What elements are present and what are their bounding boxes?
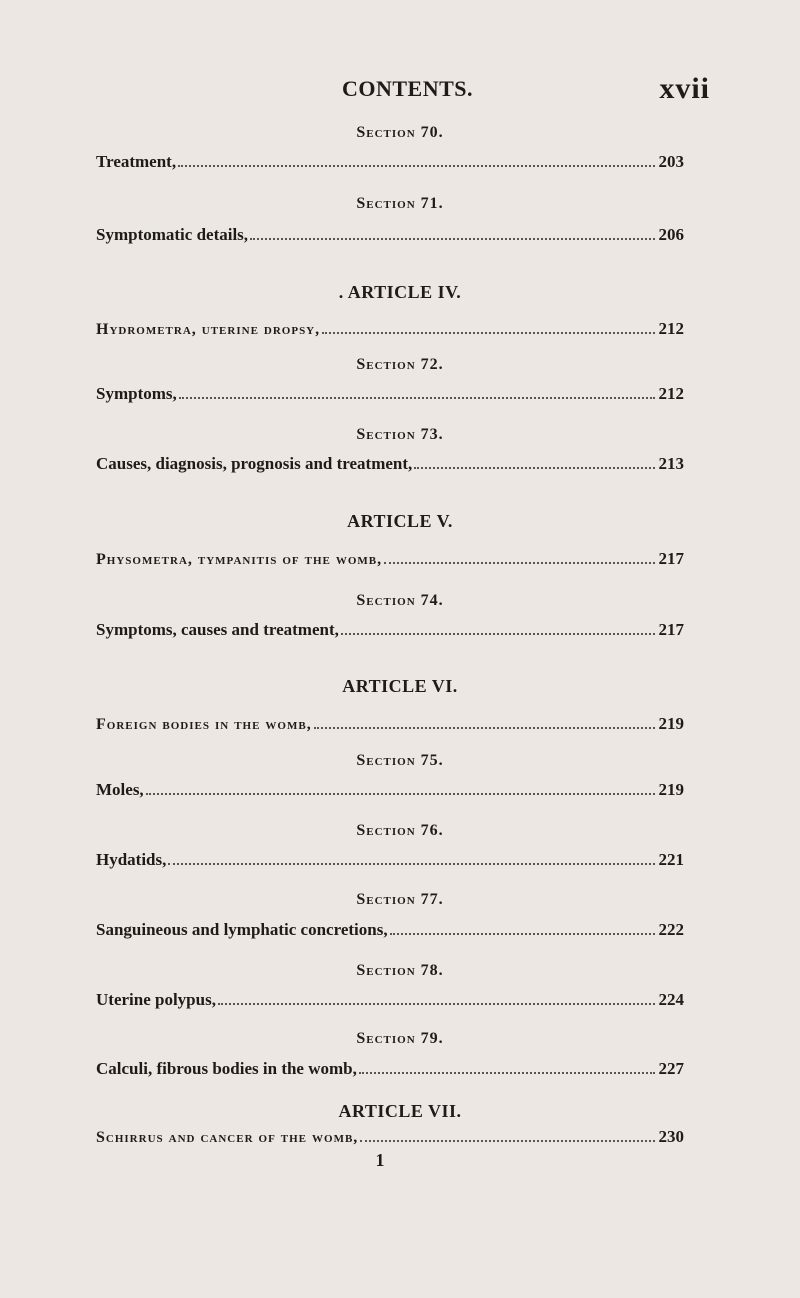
toc-entry [96,780,684,800]
article-heading: . ARTICLE IV. [338,282,462,302]
article-heading: ARTICLE VII. [338,1101,462,1121]
section-heading: Section 72. [356,356,444,373]
signature-mark: 1 [375,1150,385,1170]
leader-dots [179,397,655,399]
running-header [96,72,710,112]
toc-entry [96,850,684,870]
article-heading: ARTICLE VI. [342,676,458,696]
entry-label: Treatment, [96,152,177,171]
section-heading: Section 71. [356,195,444,212]
leader-dots [168,863,654,865]
entry-label: Symptoms, [96,384,177,403]
section-heading: Section 76. [356,822,444,839]
leader-dots [250,238,654,240]
leader-dots [146,793,655,795]
entry-label: Symptomatic details, [96,225,249,244]
page-number: xvii [659,72,710,105]
entry-page: 206 [658,225,684,244]
entry-page: 227 [658,1059,684,1078]
section-heading: Section 77. [356,891,444,908]
leader-dots [178,165,654,167]
toc-entry [96,1059,684,1079]
entry-label: Hydatids, [96,850,167,869]
toc-entry [96,225,684,245]
entry-label: Hydrometra, uterine dropsy, [96,321,321,338]
entry-label: Foreign bodies in the womb, [96,716,312,733]
entry-label: Physometra, tympanitis of the womb, [96,551,383,568]
section-heading: Section 75. [356,752,444,769]
entry-page: 221 [658,850,684,869]
toc-entry [96,319,684,339]
leader-dots [314,727,655,729]
leader-dots [218,1003,655,1005]
section-heading: Section 74. [356,592,444,609]
toc-entry [96,1127,684,1147]
entry-page: 217 [658,620,684,639]
page-title: CONTENTS. [342,76,474,101]
entry-page: 224 [658,990,684,1009]
toc-entry [96,920,684,940]
entry-page: 230 [658,1127,684,1146]
entry-page: 213 [658,454,684,473]
entry-page: 222 [658,920,684,939]
toc-entry [96,454,684,474]
entry-label: Calculi, fibrous bodies in the womb, [96,1059,357,1078]
leader-dots [359,1072,655,1074]
leader-dots [322,332,654,334]
toc-entry [96,620,684,640]
entry-page: 219 [658,780,684,799]
entry-label: Schirrus and cancer of the womb, [96,1129,359,1146]
leader-dots [341,633,655,635]
article-heading: ARTICLE V. [347,511,453,531]
entry-page: 217 [658,549,684,568]
toc-entry [96,549,684,569]
entry-page: 212 [658,384,684,403]
leader-dots [384,562,654,564]
entry-label: Sanguineous and lymphatic concretions, [96,920,388,939]
toc-entry [96,990,684,1010]
toc-entry [96,152,684,172]
section-heading: Section 79. [356,1030,444,1047]
leader-dots [390,933,655,935]
entry-label: Causes, diagnosis, prognosis and treatment, [96,454,413,473]
entry-page: 212 [658,319,684,338]
toc-entry [96,714,684,734]
toc-entry [96,384,684,404]
entry-label: Symptoms, causes and treatment, [96,620,339,639]
entry-page: 219 [658,714,684,733]
entry-label: Uterine polypus, [96,990,216,1009]
section-heading: Section 78. [356,962,444,979]
section-heading: Section 70. [356,124,444,141]
entry-page: 203 [658,152,684,171]
leader-dots [360,1140,654,1142]
section-heading: Section 73. [356,426,444,443]
entry-label: Moles, [96,780,144,799]
leader-dots [414,467,654,469]
